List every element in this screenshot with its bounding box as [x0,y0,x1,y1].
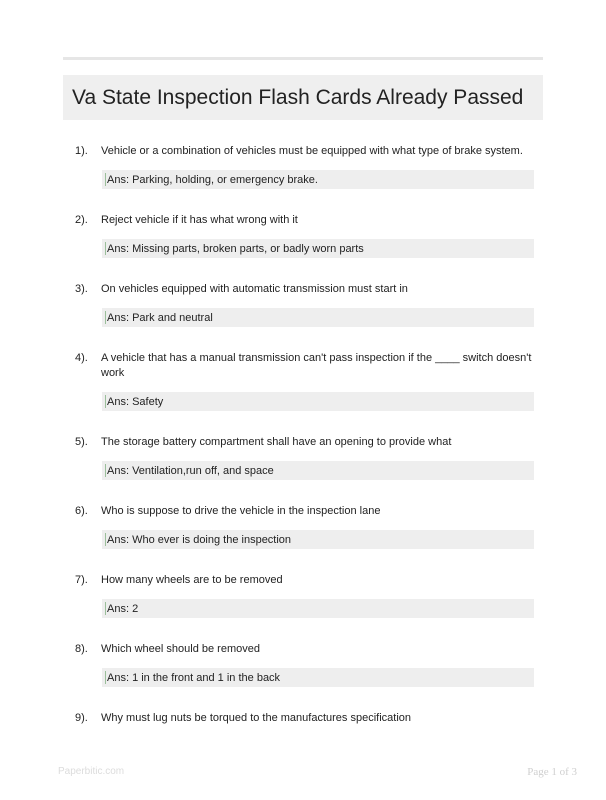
flashcard-list [63,144,543,750]
question-number: 4). [75,352,88,364]
answer-box [102,599,534,618]
answer-marker [105,533,106,546]
answer-box [102,239,534,258]
question-number: 3). [75,283,88,295]
answer-marker [105,671,106,684]
flashcard-item [63,504,543,549]
answer-marker [105,242,106,255]
title-banner [63,75,543,120]
question-text: Which wheel should be removed [101,643,260,655]
answer-marker [105,395,106,408]
answer-text: Ans: Ventilation,run off, and space [107,464,274,477]
answer-text: Ans: Who ever is doing the inspection [107,533,292,546]
question-text: How many wheels are to be removed [101,574,283,586]
flashcard-item [63,642,543,687]
question-number: 1). [75,145,88,157]
question-text: Who is suppose to drive the vehicle in the inspection lane [101,505,381,517]
answer-marker [105,464,106,477]
answer-marker [105,173,106,186]
answer-text: Ans: Parking, holding, or emergency brake. [107,173,318,186]
answer-box [102,668,534,687]
answer-box [102,530,534,549]
page-title: Va State Inspection Flash Cards Already Passed [72,85,524,109]
flashcard-item [63,351,543,411]
question-text: Reject vehicle if it has what wrong with it [101,214,298,226]
question-number: 9). [75,712,88,724]
question-text: A vehicle that has a manual transmission can't pass inspection if the ____ switch doesn't work [101,352,532,379]
answer-text: Ans: Safety [107,395,164,408]
answer-box [102,392,534,411]
flashcard-item [63,282,543,327]
question-text: On vehicles equipped with automatic transmission must start in [101,283,408,295]
flashcard-item [63,144,543,189]
question-text: Vehicle or a combination of vehicles must be equipped with what type of brake system. [101,145,523,157]
answer-text: Ans: Missing parts, broken parts, or badly worn parts [107,242,364,255]
question-number: 2). [75,214,88,226]
flashcard-item [63,435,543,480]
answer-box [102,170,534,189]
question-number: 5). [75,436,88,448]
answer-text: Ans: 1 in the front and 1 in the back [107,671,281,684]
flashcard-item [63,213,543,258]
question-number: 8). [75,643,88,655]
answer-text: Ans: 2 [107,602,139,615]
question-number: 7). [75,574,88,586]
flashcard-item [63,711,543,726]
answer-box [102,308,534,327]
answer-marker [105,311,106,324]
footer-watermark: Paperbitic.com [58,766,125,777]
question-text: The storage battery compartment shall have an opening to provide what [101,436,452,448]
page-indicator: Page 1 of 3 [527,766,577,778]
flashcard-item [63,573,543,618]
answer-text: Ans: Park and neutral [107,311,213,324]
question-number: 6). [75,505,88,517]
top-divider [63,57,543,60]
question-text: Why must lug nuts be torqued to the manufactures specification [101,712,411,724]
answer-box [102,461,534,480]
answer-marker [105,602,106,615]
